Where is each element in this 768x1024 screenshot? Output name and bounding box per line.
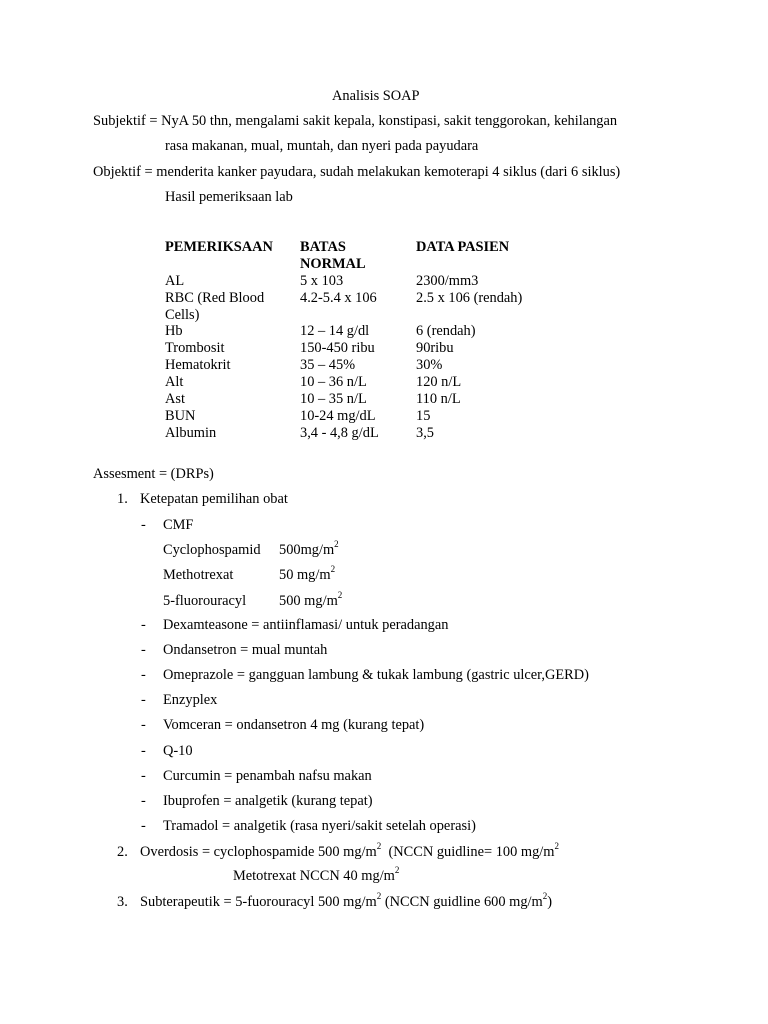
lab-row-normal: 12 – 14 g/dl bbox=[300, 323, 370, 339]
lab-row-normal: 4.2-5.4 x 106 bbox=[300, 290, 377, 306]
bullet-dash: - bbox=[141, 717, 146, 733]
drug-bullet-item: Ibuprofen = analgetik (kurang tepat) bbox=[163, 793, 373, 809]
lab-row-normal: 150-450 ribu bbox=[300, 340, 375, 356]
lab-row-patient: 30% bbox=[416, 357, 443, 373]
lab-row-name: Cells) bbox=[165, 307, 200, 323]
list-number: 3. bbox=[117, 894, 128, 910]
cmf-label: CMF bbox=[163, 517, 194, 533]
drug-bullet-item: Q-10 bbox=[163, 743, 193, 759]
lab-row-name: Trombosit bbox=[165, 340, 225, 356]
lab-row-normal: 35 – 45% bbox=[300, 357, 356, 373]
lab-row-name: AL bbox=[165, 273, 185, 289]
subjektif-line2: rasa makanan, mual, muntah, dan nyeri pada payudara bbox=[165, 138, 479, 154]
lab-row-patient: 120 n/L bbox=[416, 374, 462, 390]
cmf-drug-dose: $500mg/m^2$ bbox=[279, 539, 339, 558]
lab-row-name: Hematokrit bbox=[165, 357, 231, 373]
lab-row-patient: 3,5 bbox=[416, 425, 434, 441]
lab-row-patient: 15 bbox=[416, 408, 431, 424]
list-number: 2. bbox=[117, 844, 128, 860]
assesment-heading: Assesment = (DRPs) bbox=[93, 466, 214, 482]
lab-row-normal: 10 – 36 n/L bbox=[300, 374, 367, 390]
drug-bullet-item: Enzyplex bbox=[163, 692, 218, 708]
drug-bullet-item: Vomceran = ondansetron 4 mg (kurang tepat) bbox=[163, 717, 425, 733]
lab-row-name: RBC (Red Blood bbox=[165, 290, 265, 306]
lab-row-normal: 5 x 103 bbox=[300, 273, 344, 289]
bullet-dash: - bbox=[141, 793, 146, 809]
lab-row-name: Hb bbox=[165, 323, 183, 339]
lab-row-name: Ast bbox=[165, 391, 185, 407]
drug-bullet-item: Dexamteasone = antiinflamasi/ untuk peradangan bbox=[163, 617, 449, 633]
lab-header-data-pasien: DATA PASIEN bbox=[416, 239, 510, 255]
bullet-dash: - bbox=[141, 692, 146, 708]
drug-bullet-item: Curcumin = penambah nafsu makan bbox=[163, 768, 372, 784]
bullet-dash: - bbox=[141, 818, 146, 834]
lab-row-name: BUN bbox=[165, 408, 196, 424]
drug-bullet-item: Omeprazole = gangguan lambung & tukak lambung (gastric ulcer,GERD) bbox=[163, 667, 589, 683]
objektif-line2: Hasil pemeriksaan lab bbox=[165, 189, 293, 205]
lab-row-name: Albumin bbox=[165, 425, 217, 441]
lab-header-normal: NORMAL bbox=[300, 256, 366, 272]
cmf-drug-dose: 50 $mg/m^2$ bbox=[279, 564, 336, 583]
bullet-dash: - bbox=[141, 642, 146, 658]
bullet-dash: - bbox=[141, 667, 146, 683]
lab-row-normal: 10 – 35 n/L bbox=[300, 391, 367, 407]
metotrexat-line: Metotrexat NCCN 40 $mg/m^2$ bbox=[233, 865, 400, 884]
cmf-drug-name: Methotrexat bbox=[163, 567, 234, 583]
page-title: Analisis SOAP bbox=[332, 88, 420, 104]
bullet-dash: - bbox=[141, 768, 146, 784]
objektif-line1: Objektif = menderita kanker payudara, sudah melakukan kemoterapi 4 siklus (dari 6 siklus) bbox=[93, 164, 621, 180]
lab-row-normal: 3,4 - 4,8 g/dL bbox=[300, 425, 379, 441]
lab-row-patient: 2300/mm3 bbox=[416, 273, 479, 289]
subterapeutik-line: Subterapeutik = 5-fuorouracyl 500 $mg/m^2$ (NCCN guidline 600 $mg/m^2$) bbox=[140, 891, 553, 910]
lab-row-name: Alt bbox=[165, 374, 184, 390]
drug-bullet-item: Tramadol = analgetik (rasa nyeri/sakit setelah operasi) bbox=[163, 818, 476, 834]
drug-bullet-item: Ondansetron = mual muntah bbox=[163, 642, 328, 658]
bullet-dash: - bbox=[141, 517, 146, 533]
lab-row-patient: 110 n/L bbox=[416, 391, 461, 407]
bullet-dash: - bbox=[141, 617, 146, 633]
lab-row-patient: 2.5 x 106 (rendah) bbox=[416, 290, 523, 306]
overdosis-line: Overdosis = cyclophospamide 500 $mg/m^2$ (NCCN guidline= 100 $mg/m^2$ bbox=[140, 841, 559, 860]
cmf-drug-name: 5-fluorouracyl bbox=[163, 593, 247, 609]
lab-header-pemeriksaan: PEMERIKSAAN bbox=[165, 239, 273, 255]
cmf-drug-name: Cyclophospamid bbox=[163, 542, 261, 558]
lab-row-patient: 6 (rendah) bbox=[416, 323, 476, 339]
lab-header-batas: BATAS bbox=[300, 239, 346, 255]
lab-row-patient: 90ribu bbox=[416, 340, 454, 356]
bullet-dash: - bbox=[141, 743, 146, 759]
item1-label: Ketepatan pemilihan obat bbox=[140, 491, 288, 507]
list-number: 1. bbox=[117, 491, 128, 507]
subjektif-line1: Subjektif = NyA 50 thn, mengalami sakit kepala, konstipasi, sakit tenggorokan, kehilangan bbox=[93, 113, 618, 129]
lab-row-normal: 10-24 mg/dL bbox=[300, 408, 376, 424]
cmf-drug-dose: 500 $mg/m^2$ bbox=[279, 590, 343, 609]
